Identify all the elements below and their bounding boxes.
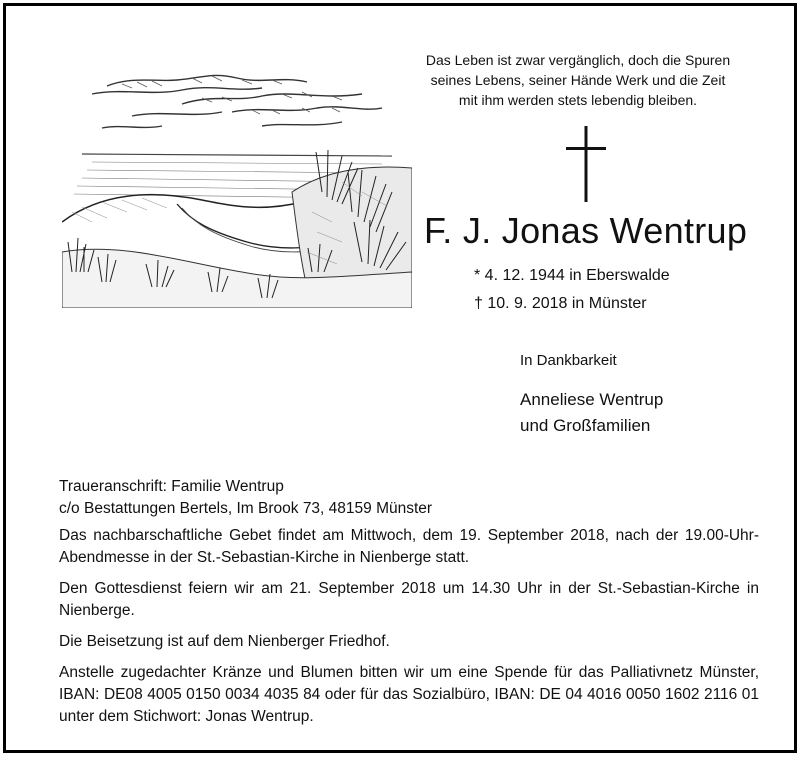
quote-line: Das Leben ist zwar vergänglich, doch die Spuren bbox=[425, 52, 731, 68]
horizon-line bbox=[82, 154, 392, 156]
deceased-name: F. J. Jonas Wentrup bbox=[424, 210, 748, 251]
service-paragraph: Den Gottesdienst feiern wir am 21. September 2018 um 14.30 Uhr in der St.-Sebastian-Kirche in Nienberge. bbox=[59, 580, 759, 619]
mourning-address bbox=[59, 476, 759, 520]
notice-body bbox=[59, 476, 759, 737]
mourners-names bbox=[520, 387, 663, 439]
prayer-paragraph: Das nachbarschaftliche Gebet findet am Mittwoch, dem 19. September 2018, nach der 19.00-Uhr-Abendmesse in der St.-Sebastian-Kirche in Nienberge statt. bbox=[59, 527, 759, 566]
donation-paragraph: Anstelle zugedachter Kränze und Blumen bitten wir um eine Spende für das Palliativnetz Münster, IBAN: DE08 4005 0150 0034 4035 84 oder für das Sozialbüro, IBAN: DE 04 4016 0050 1602 2116 01 unter dem Stichwort: Jonas Wentrup. bbox=[59, 664, 759, 725]
address-line: c/o Bestattungen Bertels, Im Brook 73, 48159 Münster bbox=[59, 500, 433, 517]
mourner-line: und Großfamilien bbox=[520, 416, 651, 435]
birth-date: * 4. 12. 1944 in Eberswalde bbox=[474, 267, 670, 284]
death-date: † 10. 9. 2018 in Münster bbox=[474, 295, 647, 312]
memorial-quote bbox=[392, 50, 764, 110]
quote-line: seines Lebens, seiner Hände Werk und die Zeit bbox=[430, 72, 726, 88]
dune-landscape-illustration bbox=[62, 72, 412, 308]
quote-line: mit ihm werden stets lebendig bleiben. bbox=[458, 92, 698, 108]
obituary-card bbox=[3, 3, 797, 753]
address-line: Traueranschrift: Familie Wentrup bbox=[59, 478, 284, 495]
life-dates bbox=[474, 262, 670, 318]
cloud-strokes bbox=[92, 75, 382, 128]
burial-paragraph: Die Beisetzung ist auf dem Nienberger Friedhof. bbox=[59, 633, 390, 650]
latin-cross-icon bbox=[566, 126, 606, 202]
gratitude-intro: In Dankbarkeit bbox=[520, 352, 617, 369]
mourner-line: Anneliese Wentrup bbox=[520, 390, 664, 409]
